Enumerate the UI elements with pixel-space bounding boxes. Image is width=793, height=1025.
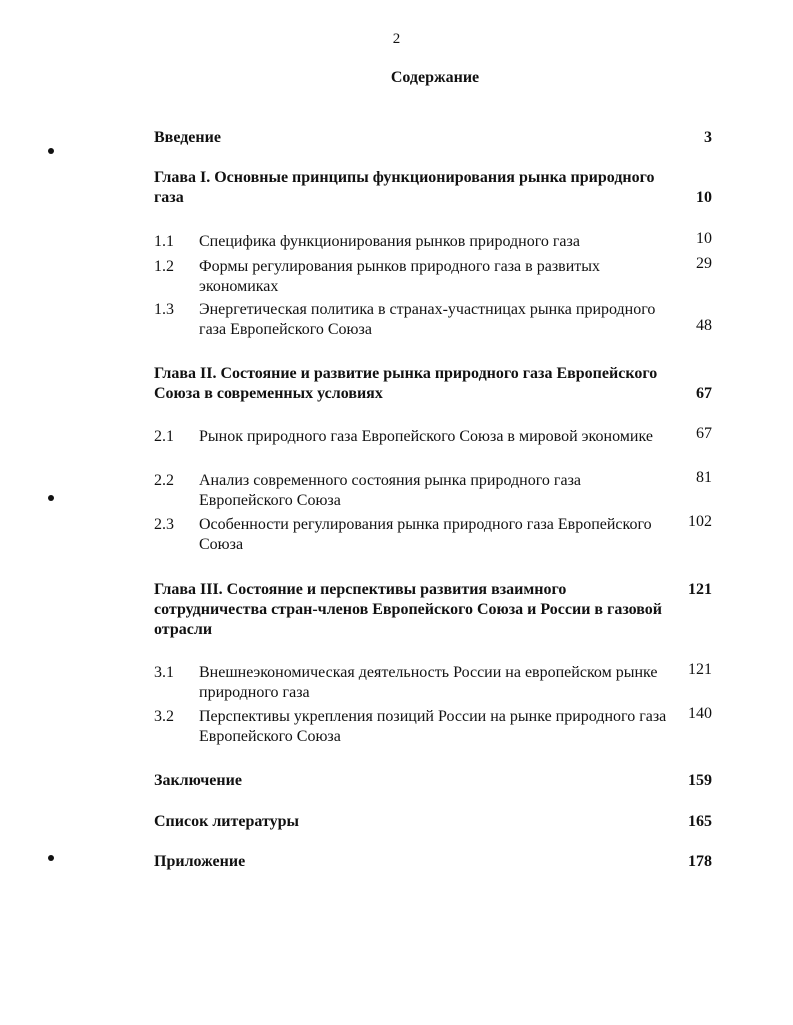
toc-entry-label: Приложение (154, 853, 246, 870)
toc-entry-number: 2.3 (154, 516, 174, 533)
toc-entry-label: Особенности регулирования рынка природного газа Европейского Союза (199, 516, 652, 553)
toc-entry-page: 67 (696, 385, 712, 402)
toc-entry-label: Специфика функционирования рынков природного газа (199, 233, 580, 250)
toc-entry-number: 3.1 (154, 664, 174, 681)
page-number: 2 (392, 31, 401, 47)
toc-entry-number: 1.3 (154, 301, 174, 318)
toc-entry-page: 3 (704, 129, 712, 146)
toc-entry-label: Глава II. Состояние и развитие рынка природного газа Европейского Союза в современных условиях (154, 365, 658, 402)
toc-entry-number: 2.1 (154, 428, 174, 445)
binder-hole-mark (48, 495, 54, 501)
toc-entry-label: Формы регулирования рынков природного газа в развитых экономиках (199, 258, 600, 295)
toc-entry-page: 102 (688, 513, 712, 530)
toc-entry-label: Анализ современного состояния рынка природного газа Европейского Союза (199, 472, 581, 509)
binder-hole-mark (48, 855, 54, 861)
toc-entry-label: Перспективы укрепления позиций России на рынке природного газа Европейского Союза (199, 708, 667, 745)
toc-entry-page: 48 (696, 317, 712, 334)
toc-entry-number: 2.2 (154, 472, 174, 489)
toc-entry-label: Заключение (154, 772, 242, 789)
toc-entry-page: 159 (688, 772, 712, 789)
toc-entry-page: 121 (688, 581, 712, 598)
toc-entry-page: 81 (696, 469, 712, 486)
toc-entry-number: 3.2 (154, 708, 174, 725)
toc-entry-page: 165 (688, 813, 712, 830)
toc-entry-page: 121 (688, 661, 712, 678)
toc-entry-page: 10 (696, 189, 712, 206)
toc-entry-label: Список литературы (154, 813, 299, 830)
toc-entry-label: Рынок природного газа Европейского Союза в мировой экономике (199, 428, 653, 445)
page-title: Содержание (390, 69, 480, 86)
toc-entry-number: 1.2 (154, 258, 174, 275)
toc-entry-label: Введение (154, 129, 221, 146)
toc-entry-label: Энергетическая политика в странах-участницах рынка природного газа Европейского Союза (199, 301, 656, 338)
toc-entry-page: 178 (688, 853, 712, 870)
toc-entry-page: 140 (688, 705, 712, 722)
toc-entry-label: Глава I. Основные принципы функционирования рынка природного газа (154, 169, 655, 206)
toc-entry-page: 29 (696, 255, 712, 272)
toc-entry-page: 10 (696, 230, 712, 247)
toc-entry-label: Глава III. Состояние и перспективы развития взаимного сотрудничества стран-членов Европейского Союза и России в газовой отрасли (154, 581, 663, 638)
toc-entry-page: 67 (696, 425, 712, 442)
binder-hole-mark (48, 148, 54, 154)
toc-entry-number: 1.1 (154, 233, 174, 250)
toc-entry-label: Внешнеэкономическая деятельность России на европейском рынке природного газа (199, 664, 658, 701)
